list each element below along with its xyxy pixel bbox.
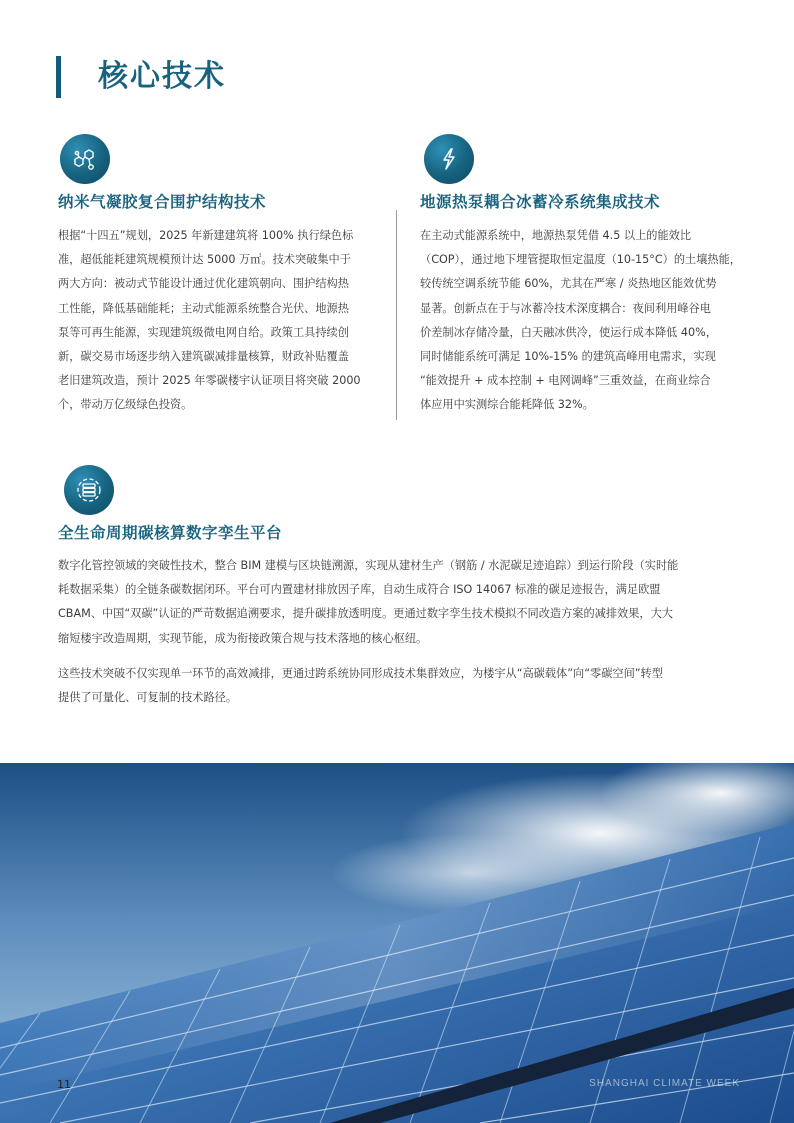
footer-brand-text: SHANGHAI CLIMATE WEEK [589,1078,740,1089]
text-line: 提供了可量化、可复制的技术路径。 [58,691,238,705]
text-line: 工性能，降低基础能耗；主动式能源系统整合光伏、地源热 [58,301,349,315]
text-line: 泵等可再生能源，实现建筑级微电网自给。政策工具持续创 [58,325,349,339]
text-line: 在主动式能源系统中，地源热泵凭借 4.5 以上的能效比 [420,229,692,242]
text-line: （COP），通过地下埋管提取恒定温度（10-15°C）的土壤热能， [420,253,741,267]
nano-section-body [58,224,380,418]
text-line: 价差制冰存储冷量，白天融冰供冷，使运行成本降低 40%， [420,325,717,339]
page-title: 核心技术 [98,59,226,94]
text-line: 准，超低能耗建筑规模预计达 5000 万㎡。技术突破集中于 [58,253,351,267]
text-line: 新，碳交易市场逐步纳入建筑碳减排量核算，财政补贴覆盖 [58,350,349,364]
text-line: 数字化管控领域的突破性技术，整合 BIM 建模与区块链溯源，实现从建材生产（钢筋 / 水泥碳足迹追踪）到运行阶段（实时能 [58,559,679,572]
lifecycle-section-body [58,554,746,651]
text-line: 两大方向：被动式节能设计通过优化建筑朝向、围护结构热 [58,277,349,291]
solar-panel-photo [0,763,794,1123]
text-line: 这些技术突破不仅实现单一环节的高效减排，更通过跨系统协同形成技术集群效应，为楼宇从“高碳载体”向“零碳空间”转型 [58,667,663,680]
heatpump-section-body [420,224,742,418]
text-line: “能效提升 + 成本控制 + 电网调峰”三重效益，在商业综合 [420,374,711,388]
conclusion-paragraph [58,662,746,710]
text-line: 根据“十四五”规划，2025 年新建建筑将 100% 执行绿色标 [58,229,354,242]
title-accent-bar [56,56,61,98]
lightning-icon [424,134,474,184]
text-line: 个，带动万亿级绿色投资。 [58,398,193,412]
molecule-icon [60,134,110,184]
lifecycle-section-title: 全生命周期碳核算数字孪生平台 [58,524,283,542]
page-number: 11 [57,1078,71,1091]
text-line: 显著。创新点在于与冰蓄冷技术深度耦合：夜间利用峰谷电 [420,301,711,315]
text-line: 缩短楼宇改造周期，实现节能，成为衔接政策合规与技术落地的核心枢纽。 [58,631,428,645]
nano-section-title: 纳米气凝胶复合围护结构技术 [58,193,267,211]
heatpump-section-title: 地源热泵耦合冰蓄冷系统集成技术 [420,193,661,211]
text-line: 较传统空调系统节能 60%，尤其在严寒 / 炎热地区能效优势 [420,277,717,291]
text-line: 同时储能系统可满足 10%-15% 的建筑高峰用电需求，实现 [420,350,716,364]
text-line: 体应用中实测综合能耗降低 32%。 [420,398,594,412]
column-divider [396,210,397,420]
text-line: 耗数据采集）的全链条碳数据闭环。平台可内置建材排放因子库，自动生成符合 ISO 14067 标准的碳足迹报告，满足欧盟 [58,583,661,597]
text-line: 老旧建筑改造，预计 2025 年零碳楼宇认证项目将突破 2000 [58,374,361,388]
database-icon [64,465,114,515]
text-line: CBAM、中国“双碳”认证的严苛数据追溯要求，提升碳排放透明度。更通过数字孪生技术模拟不同改造方案的减排效果，大大 [58,607,673,621]
